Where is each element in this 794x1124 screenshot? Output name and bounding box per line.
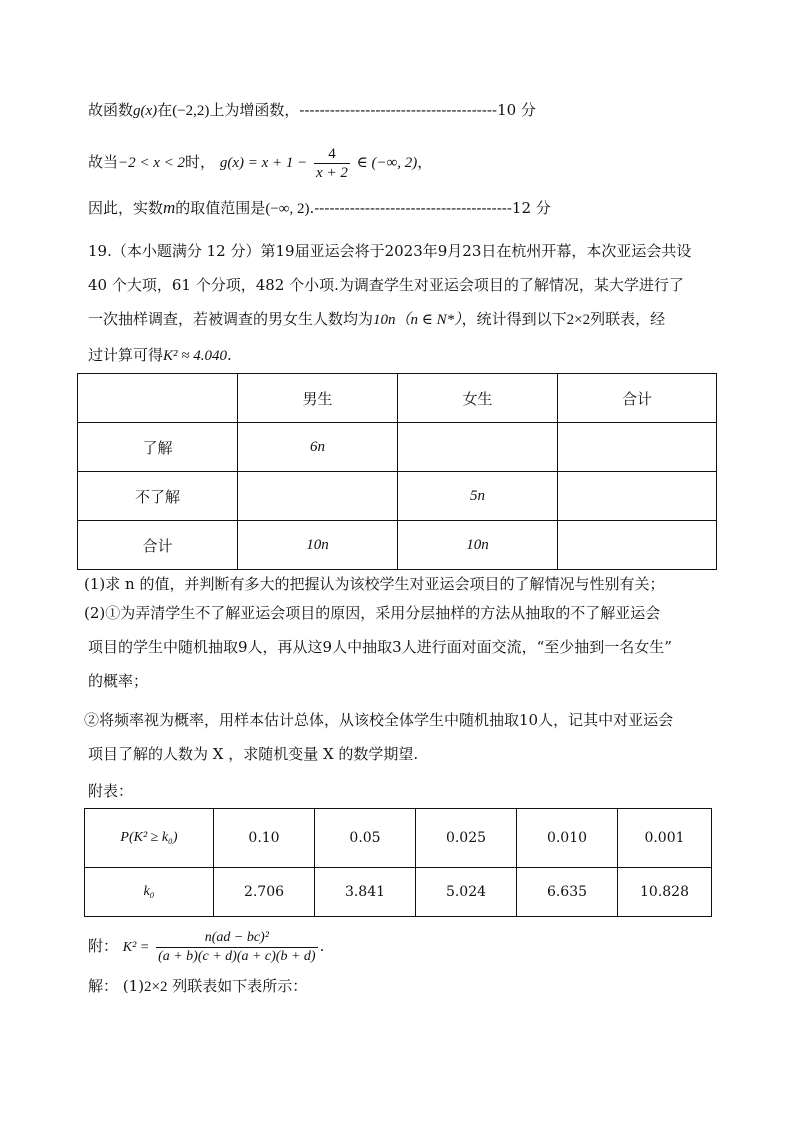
table-row — [85, 868, 712, 917]
table-cell: 10.828 — [618, 868, 712, 917]
table-cell — [398, 423, 558, 472]
table-header-row — [78, 374, 717, 423]
row-label: P(K² ≥ k₀) — [85, 809, 214, 868]
l2-end: ， — [417, 153, 433, 171]
table-row — [78, 423, 717, 472]
table-cell — [558, 472, 717, 521]
p4-end: . — [227, 346, 232, 364]
table-cell: 3.841 — [315, 868, 416, 917]
l2-num: 4 — [314, 145, 350, 164]
problem-line-3 — [88, 308, 665, 331]
header-cell: 女生 — [398, 374, 558, 423]
l1-b: 在 — [157, 101, 173, 119]
row-label: 不了解 — [78, 472, 238, 521]
question-3-line-2: 项目了解的人数为 X ，求随机变量 X 的数学期望. — [88, 745, 419, 763]
formula-end: . — [319, 937, 325, 955]
question-2-line-2: 项目的学生中随机抽取9人，再从这9人中抽取3人进行面对面交流，“至少抽到一名女生” — [88, 638, 672, 656]
table-cell — [238, 472, 398, 521]
solution-line — [88, 975, 307, 998]
text-line-1 — [88, 99, 536, 122]
l1-a: 故函数 — [88, 101, 134, 119]
header-cell: 男生 — [238, 374, 398, 423]
l2-a: 故当 — [88, 153, 119, 171]
formula-lhs: K² = — [122, 940, 150, 955]
table-cell: 10n — [398, 521, 558, 570]
table-cell: 10n — [238, 521, 398, 570]
row-label: 了解 — [78, 423, 238, 472]
appendix-label: 附表： — [88, 782, 134, 800]
l2-fraction — [314, 145, 350, 182]
problem-line-4 — [88, 344, 232, 367]
table-row — [78, 521, 717, 570]
contingency-table — [77, 373, 717, 570]
critical-value-table — [84, 808, 712, 917]
formula-fraction — [156, 929, 318, 966]
l3-interval: (−∞, 2) — [265, 201, 310, 217]
l3-m: m — [163, 198, 176, 217]
row-label: 合计 — [78, 521, 238, 570]
p3-d: 列联表，经 — [590, 310, 666, 328]
table-cell: 5.024 — [416, 868, 517, 917]
question-3-line-1: ②将频率视为概率，用样本估计总体，从该校全体学生中随机抽取10人，记其中对亚运会 — [84, 711, 674, 729]
question-1: (1)求 n 的值，并判断有多大的把握认为该校学生对亚运会项目的了解情况与性别有关； — [84, 575, 665, 593]
l1-math: g(x) — [133, 103, 158, 119]
l2-den: x + 2 — [316, 164, 348, 181]
solution-b: (1) — [122, 977, 145, 995]
formula-line — [88, 926, 324, 968]
question-2-line-3: 的概率； — [88, 672, 149, 690]
l2-cond: −2 < x < 2 — [118, 155, 186, 171]
table-cell — [558, 521, 717, 570]
formula-num: n(ad − bc)² — [156, 929, 318, 948]
l3-b: 的取值范围是 — [175, 199, 266, 217]
l1-interval: (−2,2) — [172, 103, 210, 119]
formula-label: 附： — [88, 937, 119, 955]
text-line-2 — [88, 142, 432, 183]
header-cell — [78, 374, 238, 423]
table-cell: 6n — [238, 423, 398, 472]
problem-line-2: 40 个大项，61 个分项，482 个小项.为调查学生对亚运会项目的了解情况，某大学进行了 — [88, 276, 684, 294]
l2-expr: g(x) = x + 1 − — [219, 155, 308, 171]
l2-b: 时， — [185, 153, 216, 171]
l3-a: 因此，实数 — [88, 199, 164, 217]
table-cell — [558, 423, 717, 472]
table-row — [78, 472, 717, 521]
formula-den: (a + b)(c + d)(a + c)(b + d) — [158, 948, 316, 964]
solution-c: 2×2 — [144, 979, 168, 995]
p3-c: 2×2 — [566, 312, 591, 328]
table-cell: 5n — [398, 472, 558, 521]
table-row — [85, 809, 712, 868]
table-cell: 0.010 — [517, 809, 618, 868]
table-cell: 0.10 — [214, 809, 315, 868]
problem-line-1: 19.（本小题满分 12 分）第19届亚运会将于2023年9月23日在杭州开幕，本次亚运会共设 — [88, 242, 692, 260]
l1-dash: ---------------------------------------10 分 — [299, 101, 536, 119]
row-label: k₀ — [85, 868, 214, 917]
p4-a: 过计算可得 — [88, 346, 164, 364]
p4-math: K² ≈ 4.040 — [163, 348, 227, 364]
table-cell: 0.05 — [315, 809, 416, 868]
solution-d: 列联表如下表所示： — [172, 977, 308, 995]
l1-c: 上为增函数， — [209, 101, 300, 119]
table-cell: 0.025 — [416, 809, 517, 868]
table-cell: 2.706 — [214, 868, 315, 917]
p3-a: 一次抽样调查，若被调查的男女生人数均为 — [88, 310, 374, 328]
table-cell: 6.635 — [517, 868, 618, 917]
question-2-line-1: (2)①为弄清学生不了解亚运会项目的原因，采用分层抽样的方法从抽取的不了解亚运会 — [84, 604, 661, 622]
solution-a: 解： — [88, 977, 119, 995]
header-cell: 合计 — [558, 374, 717, 423]
l3-dash: .---------------------------------------12 分 — [309, 199, 551, 217]
table-cell: 0.001 — [618, 809, 712, 868]
p3-b: ，统计得到以下 — [461, 310, 567, 328]
p3-math: 10n（n ∈ N*） — [373, 312, 462, 328]
l2-tail: ∈ (−∞, 2) — [356, 155, 418, 171]
text-line-3 — [88, 197, 551, 220]
